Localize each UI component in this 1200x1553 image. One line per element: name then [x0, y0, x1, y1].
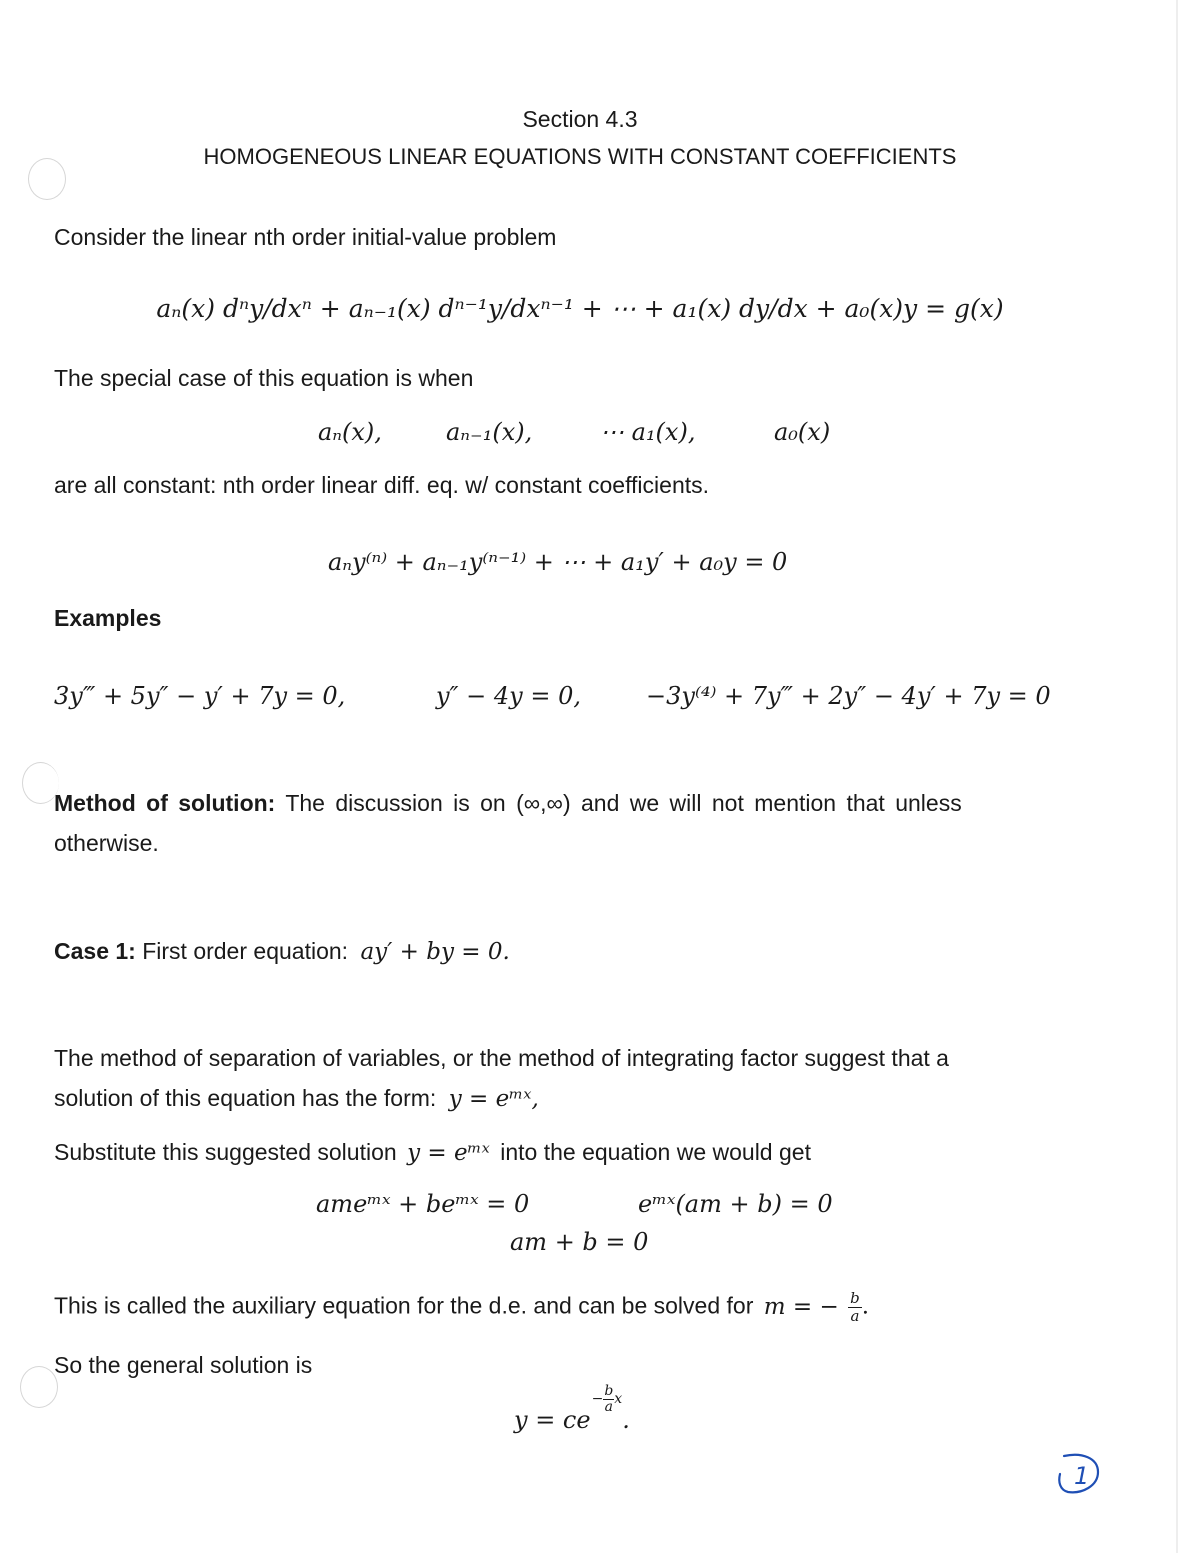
auxiliary-fraction	[848, 1290, 862, 1325]
special-case-conclusion: are all constant: nth order linear diff. eq. w/ constant coefficients.	[54, 472, 710, 498]
substitution-equation-a: ameᵐˣ + beᵐˣ = 0	[316, 1190, 530, 1218]
case1-line	[54, 938, 510, 965]
example-2: y″ − 4y = 0,	[436, 682, 581, 710]
case1-equation: ay′ + by = 0.	[360, 939, 510, 965]
substitute-equation: y = eᵐˣ	[407, 1140, 490, 1166]
case1-text: First order equation:	[142, 938, 349, 964]
constant-coefficient-equation: aₙy⁽ⁿ⁾ + aₙ₋₁y⁽ⁿ⁻¹⁾ + ⋯ + a₁y′ + a₀y = 0	[328, 548, 788, 576]
auxiliary-equation: am + b = 0	[510, 1228, 649, 1256]
intro-text: Consider the linear nth order initial-value problem	[54, 224, 557, 250]
general-solution-base: y = ce	[514, 1406, 591, 1434]
substitute-text-end: into the equation we would get	[500, 1139, 811, 1165]
example-1: 3y‴ + 5y″ − y′ + 7y = 0,	[54, 682, 346, 710]
case1-paragraph-line2	[54, 1085, 539, 1112]
page-number-mark	[1052, 1444, 1112, 1504]
case1-form: y = eᵐˣ,	[448, 1086, 539, 1112]
coefficient-an: aₙ(x),	[318, 418, 382, 446]
case1-paragraph-line1: The method of separation of variables, or the method of integrating factor suggest that a	[54, 1045, 949, 1071]
page-number: 1	[1074, 1462, 1090, 1490]
auxiliary-fraction-numerator: b	[850, 1289, 860, 1307]
general-solution-text: So the general solution is	[54, 1352, 313, 1378]
example-3: −3y⁽⁴⁾ + 7y‴ + 2y″ − 4y′ + 7y = 0	[646, 682, 1051, 710]
special-case-text: The special case of this equation is when	[54, 365, 474, 391]
general-solution-exponent: − $\frac{b}{a}$ x	[591, 1383, 623, 1415]
substitute-text: Substitute this suggested solution	[54, 1139, 397, 1165]
case1-form-text: solution of this equation has the form:	[54, 1085, 437, 1111]
auxiliary-fraction-denominator: a	[850, 1307, 860, 1325]
method-text-continued: otherwise.	[54, 830, 159, 856]
general-solution: y = ce− $\frac{b}{a}$ x.	[514, 1383, 630, 1434]
method-paragraph	[54, 790, 962, 817]
exponent-fraction: $\frac{b}{a}$	[604, 1383, 614, 1415]
section-number: Section 4.3	[522, 106, 638, 132]
method-label: Method of solution:	[54, 790, 276, 816]
substitute-paragraph	[54, 1139, 811, 1166]
coefficient-an-1: aₙ₋₁(x),	[446, 418, 533, 446]
examples-heading: Examples	[54, 605, 162, 631]
section-title: HOMOGENEOUS LINEAR EQUATIONS WITH CONSTANT COEFFICIENTS	[203, 144, 957, 169]
auxiliary-text: This is called the auxiliary equation for the d.e. and can be solved for	[54, 1292, 754, 1319]
page-edge	[1176, 0, 1178, 1553]
substitution-equation-b: eᵐˣ(am + b) = 0	[638, 1190, 833, 1218]
method-text: The discussion is on (∞,∞) and we will not mention that unless	[285, 790, 962, 816]
general-equation: aₙ(x) dⁿy/dxⁿ + aₙ₋₁(x) dⁿ⁻¹y/dxⁿ⁻¹ + ⋯ + a₁(x) dy/dx + a₀(x)y = g(x)	[156, 294, 1004, 323]
punch-hole-bottom	[20, 1366, 58, 1408]
auxiliary-m: m = −	[763, 1293, 839, 1320]
coefficient-a1: ⋯ a₁(x),	[600, 418, 696, 446]
auxiliary-paragraph: This is called the auxiliary equation for the d.e. and can be solved for m = − $\frac{b}{a}$ .	[54, 1289, 870, 1325]
coefficient-a0: a₀(x)	[774, 418, 831, 446]
case1-label: Case 1:	[54, 938, 136, 964]
